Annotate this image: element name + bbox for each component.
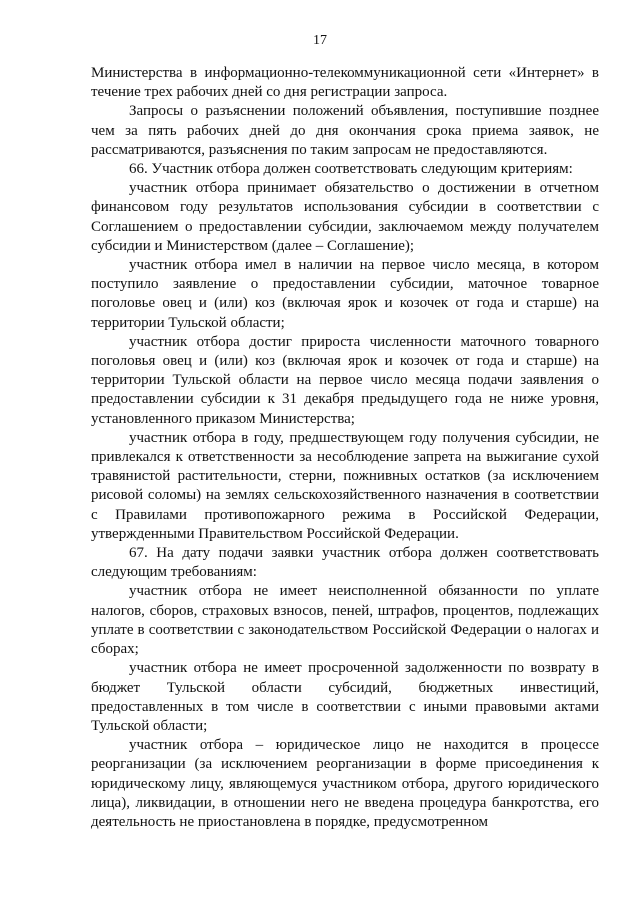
section-heading-66: 66. Участник отбора должен соответствовать следующим критериям:: [129, 161, 573, 178]
paragraph: участник отбора не имеет просроченной задолженности по возврату в бюджет Тульской области субсидий, бюджетных инвестиций, предоставленных в том числе в соответствии с иными правовыми актами Тульской области;: [91, 660, 599, 734]
paragraph: участник отбора в году, предшествующем году получения субсидии, не привлекался к ответственности за несоблюдение запрета на выжигание сухой травянистой растительности, стерни, пожнивных остатков (за исключением рисовой соломы) на землях сельскохозяйственного назначения в соответствии с Правилами противопожарного режима в Российской Федерации, утвержденными Правительством Российской Федерации.: [91, 429, 599, 542]
paragraph: участник отбора не имеет неисполненной обязанности по уплате налогов, сборов, страховых взносов, пеней, штрафов, процентов, подлежащих уплате в соответствии с законодательством Российской Федерации о налогах и сборах;: [91, 583, 599, 658]
page-number: 17: [313, 33, 327, 48]
paragraph: Министерства в информационно-телекоммуникационной сети «Интернет» в течение трех рабочих дней со дня регистрации запроса.: [91, 65, 599, 101]
paragraph: участник отбора достиг прироста численности маточного товарного поголовья овец и (или) коз (включая ярок и козочек от года и старше) на территории Тульской области на первое число месяца подачи заявления о предоставлении субсидии к 31 декабря предыдущего года не ниже уровня, установленного приказом Министерства;: [91, 333, 599, 427]
section-heading-67: 67. На дату подачи заявки участник отбора должен соответствовать следующим требованиям:: [91, 545, 599, 581]
document-body: [91, 64, 599, 832]
paragraph: участник отбора принимает обязательство о достижении в отчетном финансовом году результатов использования субсидии в соответствии с Соглашением о предоставлении субсидии, заключаемом между получателем субсидии и Министерством (далее – Соглашение);: [91, 180, 599, 254]
paragraph: участник отбора – юридическое лицо не находится в процессе реорганизации (за исключением реорганизации в форме присоединения к юридическому лицу, являющемуся участником отбора, другого юридического лица), ликвидации, в отношении него не введена процедура банкротства, его деятельность не приостановлена в порядке, предусмотренном: [91, 737, 599, 830]
paragraph: участник отбора имел в наличии на первое число месяца, в котором поступило заявление о предоставлении субсидии, маточное товарное поголовье овец и (или) коз (включая ярок и козочек от года и старше) на территории Тульской области;: [91, 257, 599, 331]
paragraph: Запросы о разъяснении положений объявления, поступившие позднее чем за пять рабочих дней до дня окончания срока приема заявок, не рассматриваются, разъяснения по таким запросам не предоставляются.: [91, 103, 599, 158]
